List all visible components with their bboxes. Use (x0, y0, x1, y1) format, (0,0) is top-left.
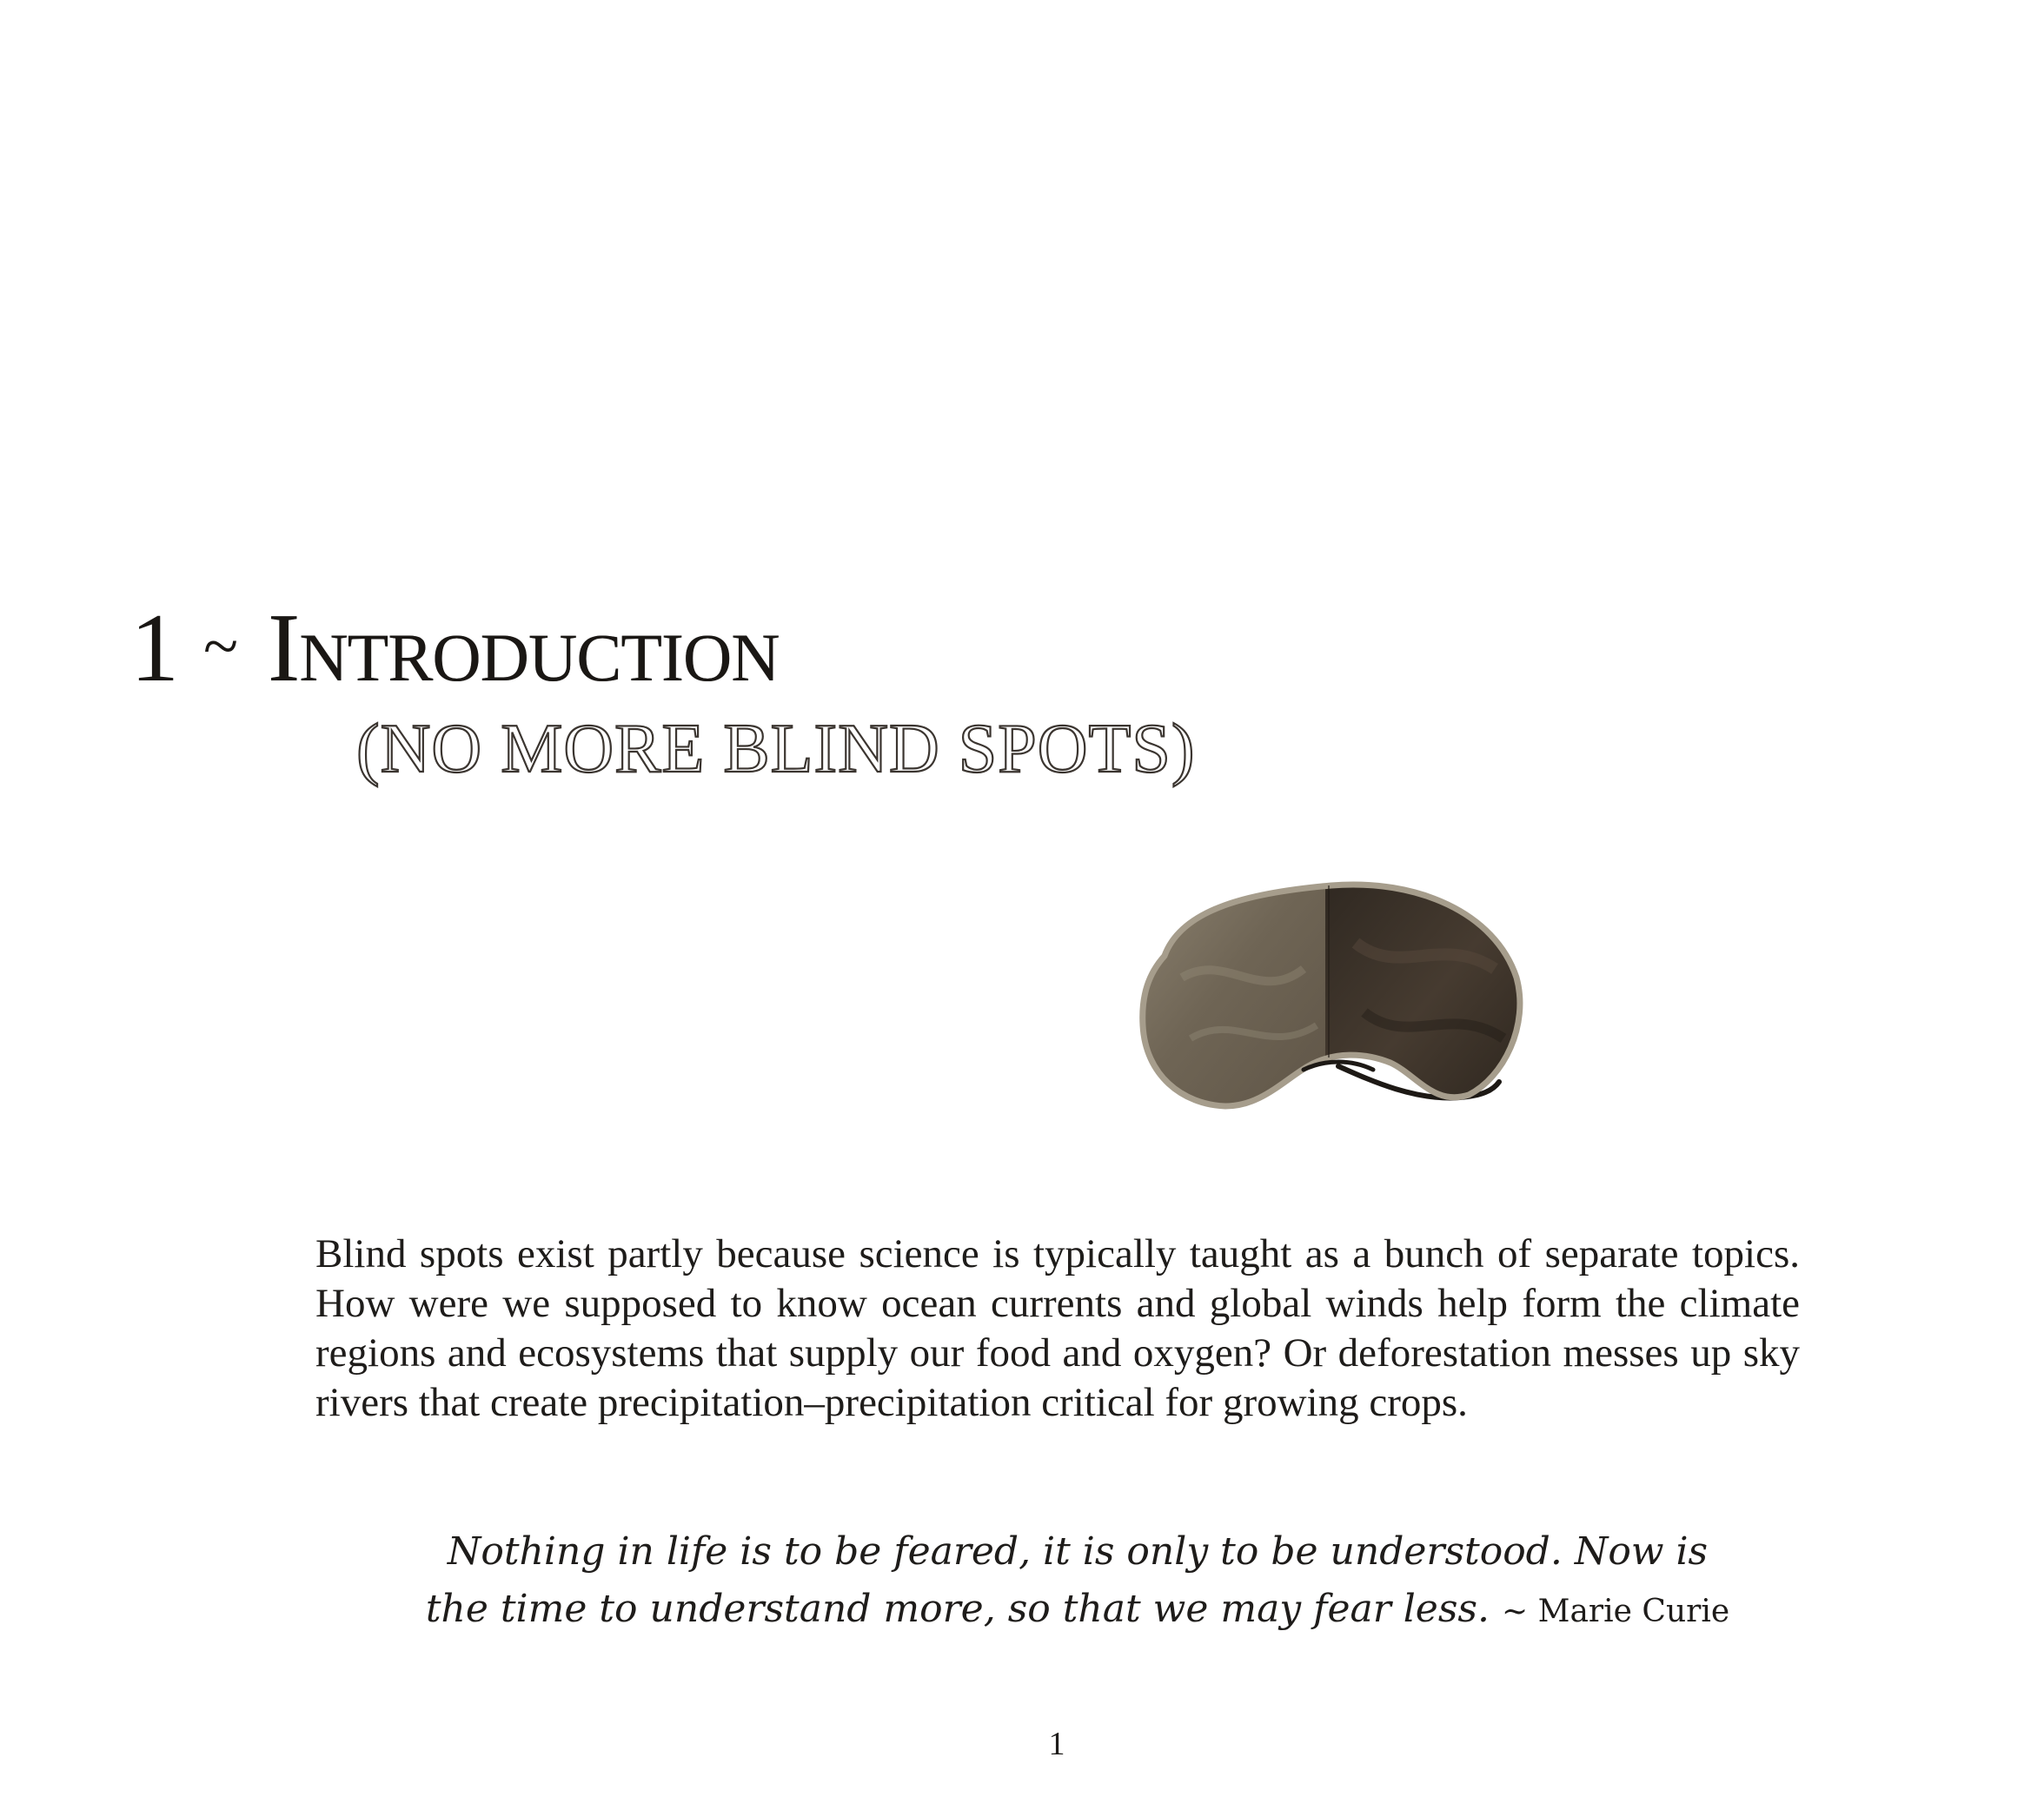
quote-block (382, 1527, 1773, 1641)
quote-line-1: Nothing in life is to be feared, it is only to be understood. Now is (447, 1529, 1709, 1574)
quote-line-2: the time to understand more, so that we may fear less. (425, 1587, 1490, 1631)
body-paragraph: Blind spots exist partly because science is typically taught as a bunch of separate topics. How were we supposed to know ocean currents and global winds help form the climate regions and ecosystems that supply our food and oxygen? Or deforestation messes up sky rivers that create precipitation–precipitation critical for growing crops. (315, 1231, 1800, 1425)
quote-attribution: ~ Marie Curie (1502, 1594, 1730, 1629)
chapter-title: Introduction (268, 594, 780, 702)
page-number: 1 (1048, 1726, 1065, 1762)
chapter-number: 1 (130, 594, 179, 702)
chapter-heading (130, 594, 780, 702)
sleep-mask-icon (1130, 873, 1530, 1125)
chapter-separator: ~ (203, 611, 239, 683)
sleep-mask-figure (1130, 873, 1530, 1125)
chapter-subtitle: (NO MORE BLIND SPOTS) (356, 711, 1196, 787)
